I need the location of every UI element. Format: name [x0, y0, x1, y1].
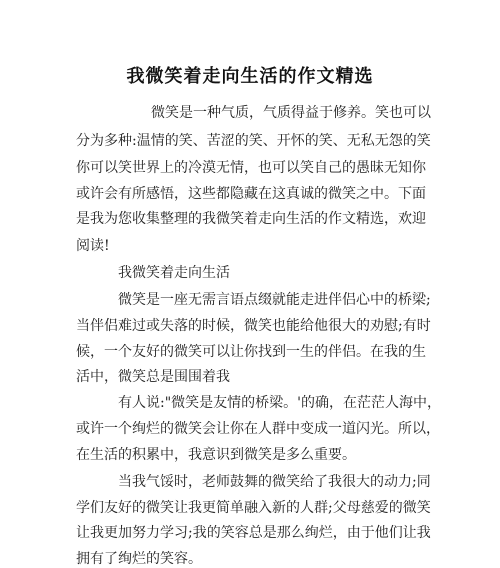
paragraph-line: 是我为您收集整理的我微笑着走向生活的作文精选，欢迎 — [76, 211, 426, 227]
paragraph-line: 微笑是一座无需言语点缀就能走进伴侣心中的桥梁; — [118, 292, 431, 308]
paragraph-line: 拥有了绚烂的笑容。 — [76, 551, 202, 567]
paragraph-line: 当我气馁时，老师鼓舞的微笑给了我很大的动力;同 — [118, 474, 431, 490]
paragraph-line: 学们友好的微笑让我更简单融入新的人群;父母慈爱的微笑 — [76, 500, 431, 516]
paragraph-line: 阅读! — [76, 238, 110, 254]
paragraph-line: 让我更加努力学习;我的笑容总是那么绚烂，由于他们让我 — [76, 525, 431, 541]
paragraph-line: 微笑是一种气质，气质得益于修养。笑也可以 — [151, 105, 431, 121]
section-heading: 我微笑着走向生活 — [118, 265, 230, 281]
paragraph-line: 或许一个绚烂的微笑会让你在人群中变成一道闪光。所以， — [76, 421, 440, 437]
paragraph-line: 有人说:"微笑是友情的桥梁。'的确，在茫茫人海中， — [118, 395, 442, 411]
paragraph-line: 当伴侣难过或失落的时候，微笑也能给他很大的劝慰;有时 — [76, 318, 431, 334]
paragraph-line: 分为多种:温情的笑、苦涩的笑、开怀的笑、无私无怨的笑 — [76, 133, 431, 149]
paragraph-line: 或许会有所感悟，这些都隐藏在这真诚的微笑之中。下面 — [76, 186, 426, 202]
paragraph-line: 你可以笑世界上的冷漠无情，也可以笑自己的愚昧无知你 — [76, 160, 426, 176]
document-title: 我微笑着走向生活的作文精选 — [126, 66, 374, 87]
paragraph-line: 在生活的积累中，我意识到微笑是多么重要。 — [76, 447, 356, 463]
paragraph-line: 活中，微笑总是围围着我 — [76, 369, 230, 385]
paragraph-line: 候，一个友好的微笑可以让你找到一生的伴侣。在我的生 — [76, 344, 426, 360]
